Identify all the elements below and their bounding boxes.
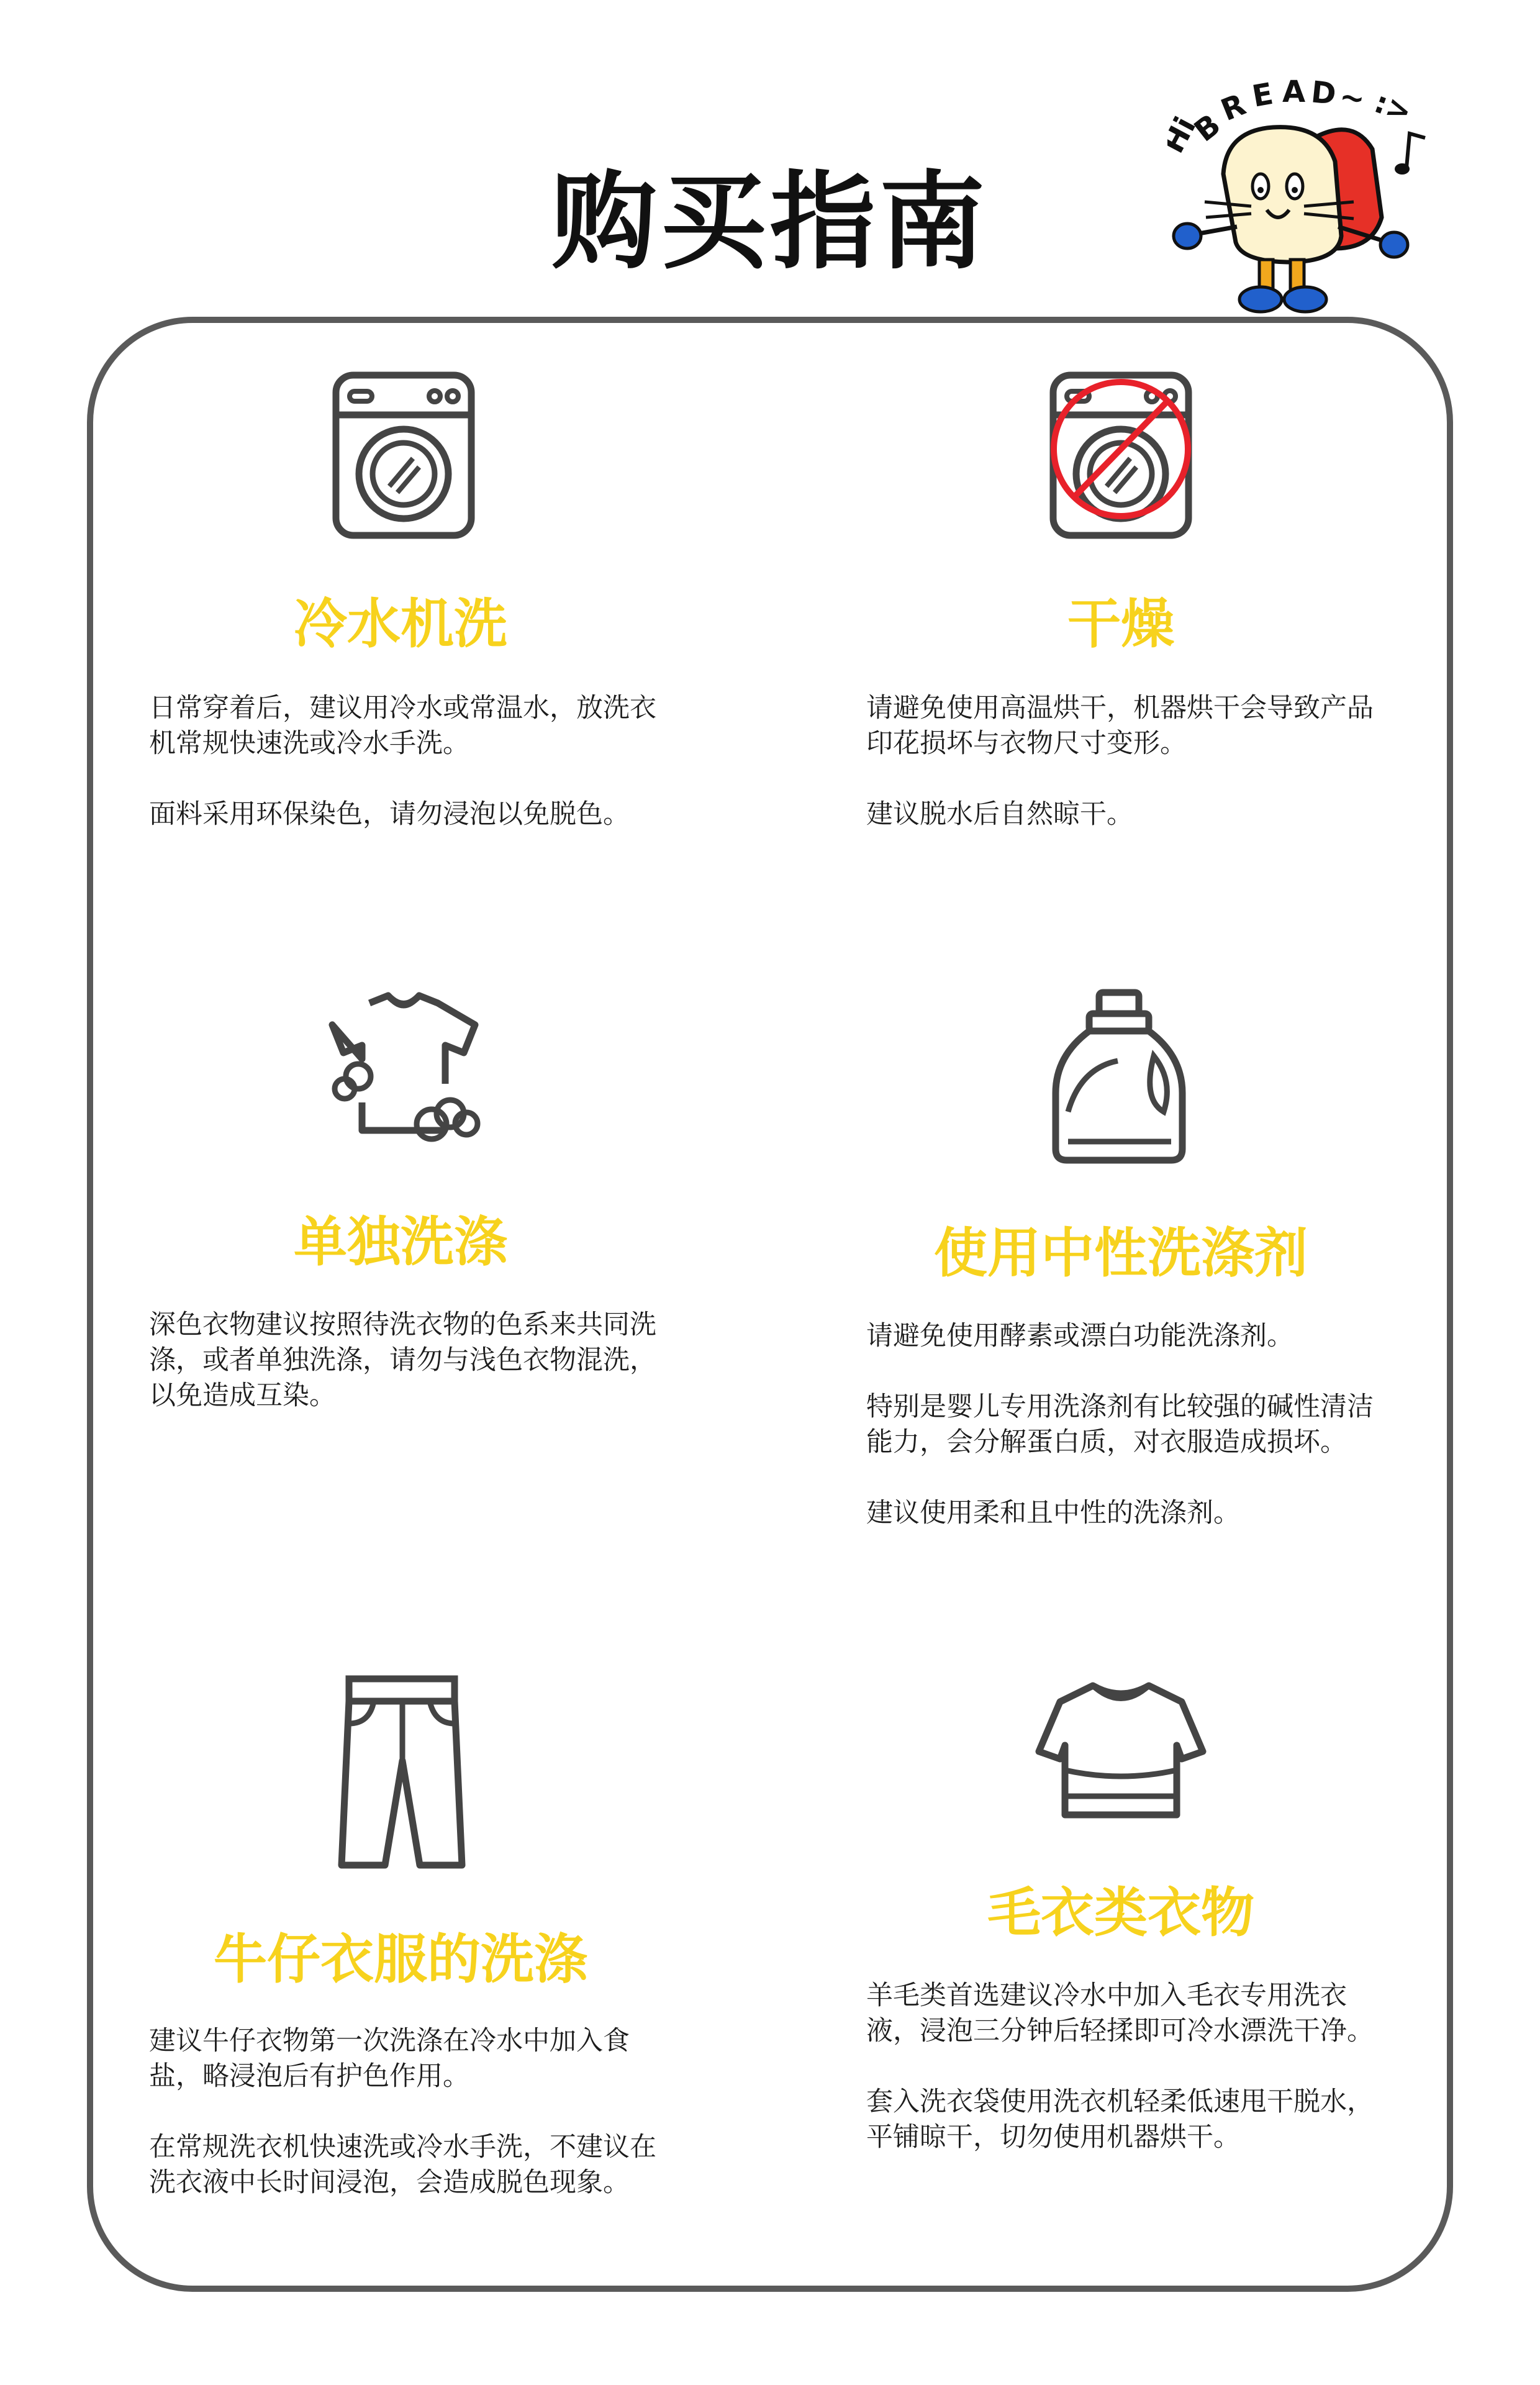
section-heading-sweater: 毛衣类衣物 <box>987 1882 1254 1944</box>
svg-text:D: D <box>1309 75 1338 112</box>
washing-machine-icon <box>332 371 475 539</box>
paragraph: 请避免使用酵素或漂白功能洗涤剂。 <box>866 1320 1293 1352</box>
section-heading-cold-wash: 冷水机洗 <box>294 593 507 655</box>
section-body-denim <box>149 2024 658 2201</box>
paragraph: 深色衣物建议按照待洗衣物的色系来共同洗涤，或者单独洗涤，请勿与浅色衣物混洗，以免造成互染。 <box>149 1309 656 1411</box>
svg-text:A: A <box>1282 75 1306 109</box>
paragraph: 套入洗衣袋使用洗衣机轻柔低速甩干脱水，平铺晾干，切勿使用机器烘干。 <box>866 2086 1374 2153</box>
svg-text:Hi: Hi <box>1167 111 1203 159</box>
section-body-neutral-detergent <box>866 1319 1375 1531</box>
bread-mascot-icon <box>1167 62 1453 329</box>
paragraph: 建议使用柔和且中性的洗涤剂。 <box>866 1497 1240 1529</box>
tshirt-wash-separately-icon <box>326 991 481 1149</box>
section-heading-denim: 牛仔衣服的洗涤 <box>214 1928 587 1991</box>
section-body-cold-wash <box>149 691 658 832</box>
svg-text:R: R <box>1216 87 1251 129</box>
paragraph: 建议脱水后自然晾干。 <box>866 799 1133 830</box>
jeans-icon <box>335 1674 469 1873</box>
svg-text:B: B <box>1187 107 1228 149</box>
paragraph: 面料采用环保染色，请勿浸泡以免脱色。 <box>149 799 630 830</box>
detergent-bottle-icon <box>1049 988 1189 1165</box>
section-body-drying <box>866 691 1375 832</box>
svg-text::>: :> <box>1369 84 1416 130</box>
paragraph: 羊毛类首选建议冷水中加入毛衣专用洗衣液，浸泡三分钟后轻揉即可冷水漂洗干净。 <box>866 1980 1374 2047</box>
svg-text:E: E <box>1249 76 1276 114</box>
sweater-icon <box>1034 1677 1208 1823</box>
section-body-sweater <box>866 1978 1375 2155</box>
section-body-wash-separately <box>149 1307 658 1414</box>
paragraph: 特别是婴儿专用洗涤剂有比较强的碱性清洁能力，会分解蛋白质，对衣服造成损坏。 <box>866 1391 1374 1458</box>
section-heading-wash-separately: 单独洗涤 <box>294 1211 507 1273</box>
paragraph: 建议牛仔衣物第一次洗涤在冷水中加入食盐，略浸泡后有护色作用。 <box>149 2025 630 2092</box>
paragraph: 日常穿着后，建议用冷水或常温水，放洗衣机常规快速洗或冷水手洗。 <box>149 693 656 759</box>
section-heading-drying: 干燥 <box>1067 593 1174 655</box>
page-title: 购买指南 <box>551 161 989 284</box>
svg-text:~: ~ <box>1336 78 1368 117</box>
paragraph: 在常规洗衣机快速洗或冷水手洗，不建议在洗衣液中长时间浸泡，会造成脱色现象。 <box>149 2132 656 2198</box>
paragraph: 请避免使用高温烘干，机器烘干会导致产品印花损坏与衣物尺寸变形。 <box>866 693 1374 759</box>
no-tumble-dry-icon <box>1049 371 1192 539</box>
section-heading-neutral-detergent: 使用中性洗涤剂 <box>934 1222 1308 1284</box>
